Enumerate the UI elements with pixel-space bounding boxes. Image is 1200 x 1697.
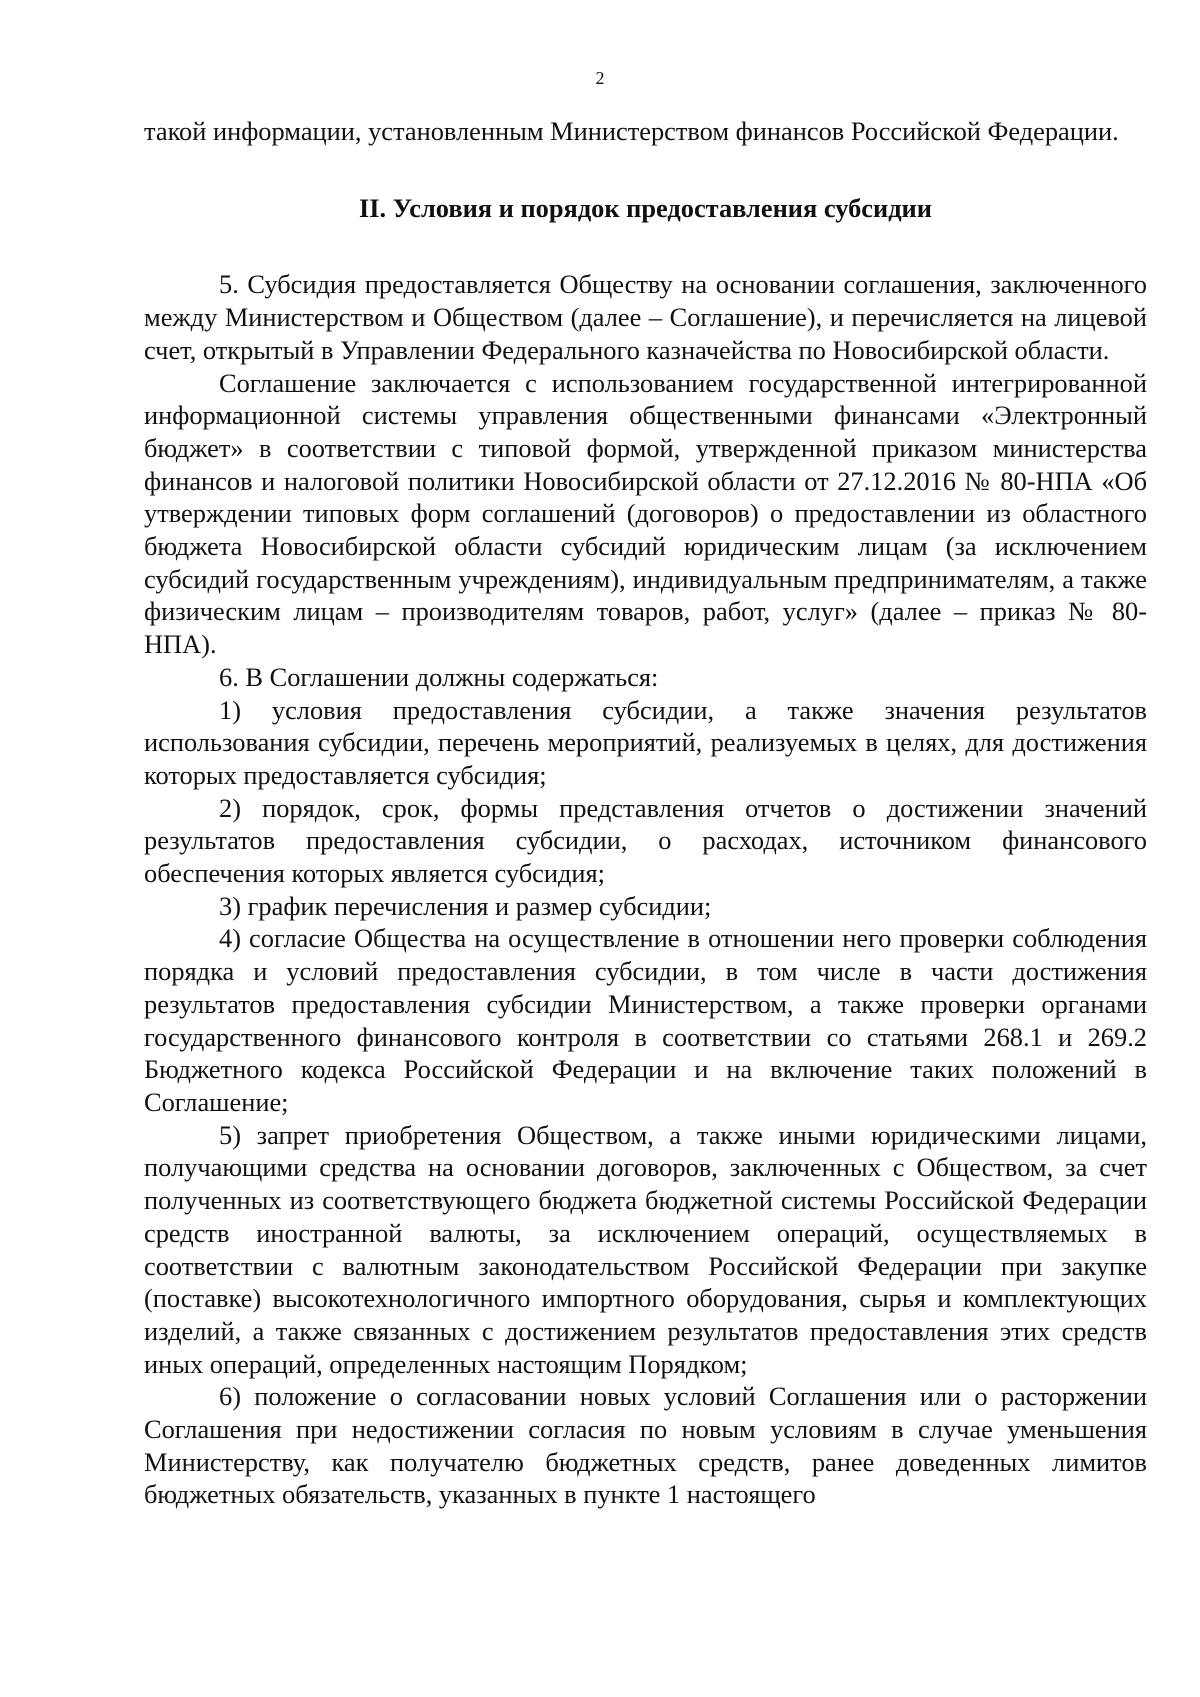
list-item-3: 3) график перечисления и размер субсидии; bbox=[219, 890, 712, 921]
list-item-6: 6) положение о согласовании новых условий Соглашения или о расторжении Соглашения при недостижении согласия по новым условиям в случае уменьшения Министерству, как получателю бюджетных средств, ранее доведенных лимитов бюджетных обязательств, указанных в пункте 1 настоящего bbox=[144, 1381, 1147, 1510]
paragraph-agreement: Соглашение заключается с использованием государственной интегрированной информационной системы управления общественными финансами «Электронный бюджет» в соответствии с типовой формой, утвержденной приказом министерства финансов и налоговой политики Новосибирской области от 27.12.2016 № 80-НПА «Об утверждении типовых форм соглашений (договоров) о предоставлении из областного бюджета Новосибирской области субсидий юридическим лицам (за исключением субсидий государственным учреждениям), индивидуальным предпринимателям, а также физическим лицам – производителям товаров, работ, услуг» (далее – приказ № 80-НПА). bbox=[144, 367, 1147, 660]
list-item-5: 5) запрет приобретения Обществом, а также иными юридическими лицами, получающими средства на основании договоров, заключенных с Обществом, за счет полученных из соответствующего бюджета бюджетной системы Российской Федерации средств иностранной валюты, за исключением операций, осуществляемых в соответствии с валютным законодательством Российской Федерации при закупке (поставке) высокотехнологичного импортного оборудования, сырья и комплектующих изделий, а также связанных с достижением результатов предоставления этих средств иных операций, определенных настоящим Порядком; bbox=[144, 1119, 1147, 1379]
list-item-4: 4) согласие Общества на осуществление в отношении него проверки соблюдения порядка и условий предоставления субсидии, в том числе в части достижения результатов предоставления субсидии Министерством, а также проверки органами государственного финансового контроля в соответствии со статьями 268.1 и 269.2 Бюджетного кодекса Российской Федерации и на включение таких положений в Соглашение; bbox=[144, 923, 1147, 1117]
page-number: 2 bbox=[595, 68, 605, 88]
section-heading: II. Условия и порядок предоставления субсидии bbox=[359, 192, 932, 223]
continuation-paragraph: такой информации, установленным Министерством финансов Российской Федерации. bbox=[144, 116, 1119, 146]
document-body bbox=[144, 115, 1147, 1511]
list-item-2: 2) порядок, срок, формы представления отчетов о достижении значений результатов предоставления субсидии, о расходах, источником финансового обеспечения которых является субсидия; bbox=[144, 792, 1147, 889]
list-item-1: 1) условия предоставления субсидии, а также значения результатов использования субсидии, перечень мероприятий, реализуемых в целях, для достижения которых предоставляется субсидия; bbox=[144, 694, 1147, 790]
paragraph-clause-6: 6. В Соглашении должны содержаться: bbox=[219, 661, 659, 692]
paragraph-clause-5: 5. Субсидия предоставляется Обществу на основании соглашения, заключенного между Министерством и Обществом (далее – Соглашение), и перечисляется на лицевой счет, открытый в Управлении Федерального казначейства по Новосибирской области. bbox=[144, 269, 1147, 365]
